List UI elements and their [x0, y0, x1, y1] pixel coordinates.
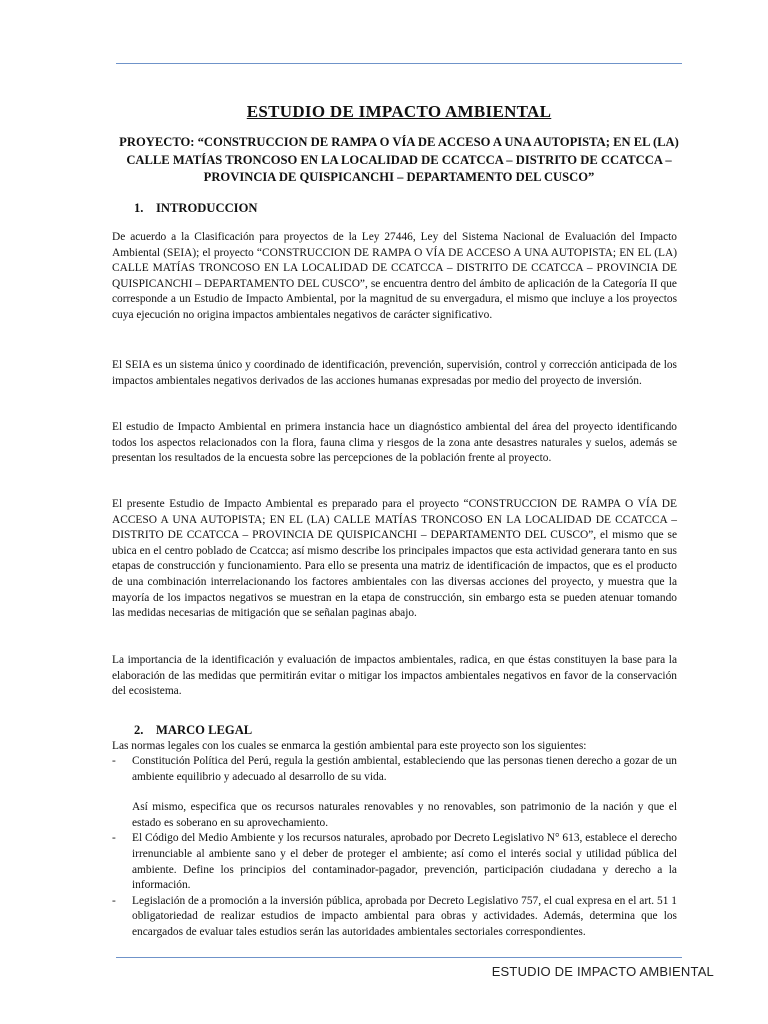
intro-paragraph-2: El SEIA es un sistema único y coordinado de identificación, prevención, supervisión, control y corrección anticipada de los impactos ambientales negativos derivados de las acciones humanas expresadas por medio del proyecto de inversión. — [112, 359, 677, 387]
section-heading-marco-legal — [134, 723, 252, 738]
intro-paragraph-1: De acuerdo a la Clasificación para proyectos de la Ley 27446, Ley del Sistema Nacional de Evaluación del Impacto Ambiental (SEIA); el proyecto “CONSTRUCCION DE RAMPA O VÍA DE ACCESO A UNA AUTOPISTA; EN EL (LA) CALLE MATÍAS TRONCOSO EN LA LOCALIDAD DE CCATCCA – DISTRITO DE CCATCCA – PROVINCIA DE QUISPICANCHI – DEPARTAMENTO DEL CUSCO”, se encuentra dentro del ámbito de aplicación de la Categoría II que corresponde a un Estudio de Impacto Ambiental, por la magnitud de su envergadura, el mismo que incluye a los proyectos cuya ejecución no origina impactos ambientales negativos de carácter significativo. — [112, 231, 677, 321]
list-item — [112, 754, 677, 831]
list-item-extra-text: Así mismo, especifica que os recursos naturales renovables y no renovables, son patrimonio de la nación y que el estado es soberano en su aprovechamiento. — [132, 801, 677, 829]
list-item-text: Constitución Política del Perú, regula la gestión ambiental, estableciendo que las personas tienen derecho a gozar de un ambiente equilibrio y adecuado al desarrollo de su vida. — [132, 755, 677, 783]
intro-paragraph-4: El presente Estudio de Impacto Ambiental es preparado para el proyecto “CONSTRUCCION DE RAMPA O VÍA DE ACCESO A UNA AUTOPISTA; EN EL (LA) CALLE MATÍAS TRONCOSO EN LA LOCALIDAD DE CCATCCA – DISTRITO DE CCATCCA – PROVINCIA DE QUISPICANCHI – DEPARTAMENTO DEL CUSCO”, el mismo que se ubica en el centro poblado de Ccatcca; así mismo describe los principales impactos que esta actividad generara tanto en sus etapas de construcción y funcionamiento. Para ello se presenta una matriz de identificación de impactos, que es el producto de una combinación interrelacionando los factores ambientales con las diversas acciones del proyecto, y muestra que la mayoría de los impactos negativos se muestran en la etapa de construcción, sin embargo esta se pueden atenuar tomando las medidas necesarias de mitigación que se señalan paginas abajo. — [112, 498, 677, 620]
intro-paragraph-5: La importancia de la identificación y evaluación de impactos ambientales, radica, en que éstas constituyen la base para la elaboración de las medidas que permitirán evitar o mitigar los impactos ambientales negativos en favor de la conservación del ecosistema. — [112, 654, 677, 698]
list-item-text: Legislación de a promoción a la inversión pública, aprobada por Decreto Legislativo 757, el cual expresa en el art. 51 1 obligatoriedad de realizar estudios de impacto ambiental para obras y actividades. Además, determina que los encargados de evaluar tales estudios serán las autoridades ambientales sectoriales correspondientes. — [132, 894, 677, 938]
section-number: 2. — [134, 723, 144, 737]
list-item-text: El Código del Medio Ambiente y los recursos naturales, aprobado por Decreto Legislativo N° 613, establece el derecho irrenunciable al ambiente sano y el deber de proteger el ambiente; así como el interés social y utilidad pública del ambiente. Define los principios del contaminador-pagador, prevención, participación ciudadana y derecho a la información. — [132, 832, 677, 892]
footer-rule — [116, 957, 682, 958]
page-footer: ESTUDIO DE IMPACTO AMBIENTAL — [491, 964, 714, 979]
section-heading-introduccion — [134, 201, 257, 216]
section-title: MARCO LEGAL — [156, 723, 253, 737]
project-title: PROYECTO: “CONSTRUCCION DE RAMPA O VÍA DE ACCESO A UNA AUTOPISTA; EN EL (LA) CALLE MATÍAS TRONCOSO EN LA LOCALIDAD DE CCATCCA – DISTRITO DE CCATCCA – PROVINCIA DE QUISPICANCHI – DEPARTAMENTO DEL CUSCO” — [119, 135, 679, 184]
list-item — [112, 894, 677, 941]
document-title: ESTUDIO DE IMPACTO AMBIENTAL — [246, 102, 552, 121]
legal-norms-list — [112, 754, 677, 941]
section-title: INTRODUCCION — [156, 201, 258, 215]
header-rule — [116, 63, 682, 64]
marco-legal-intro: Las normas legales con los cuales se enmarca la gestión ambiental para este proyecto son los siguientes: — [112, 740, 587, 752]
list-bullet: - — [112, 755, 116, 767]
list-item — [112, 831, 677, 893]
intro-paragraph-3: El estudio de Impacto Ambiental en primera instancia hace un diagnóstico ambiental del área del proyecto identificando todos los aspectos relacionados con la flora, fauna clima y riesgos de la zona ante desastres naturales y suelos, además se presentan los resultados de la encuesta sobre las percepciones de la población frente al proyecto. — [112, 421, 677, 465]
list-bullet: - — [112, 894, 116, 907]
section-number: 1. — [134, 201, 144, 215]
list-bullet: - — [112, 832, 116, 845]
